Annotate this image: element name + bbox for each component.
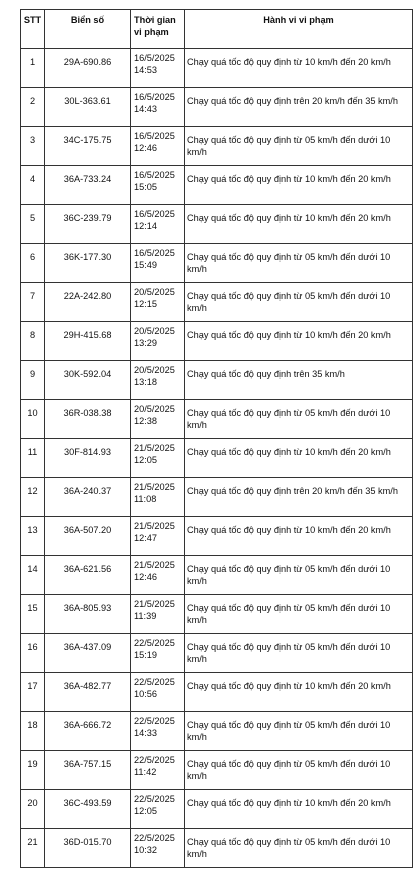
row-clock: 11:08 bbox=[134, 494, 157, 504]
row-plate: 36D-015.70 bbox=[45, 829, 131, 868]
row-stt: 5 bbox=[21, 205, 45, 244]
row-date: 20/5/2025 bbox=[134, 326, 175, 336]
row-time bbox=[131, 283, 185, 322]
row-stt: 18 bbox=[21, 712, 45, 751]
row-stt: 10 bbox=[21, 400, 45, 439]
row-stt: 3 bbox=[21, 127, 45, 166]
table-row bbox=[21, 712, 413, 751]
row-stt: 1 bbox=[21, 49, 45, 88]
row-time bbox=[131, 400, 185, 439]
row-time bbox=[131, 205, 185, 244]
row-clock: 12:05 bbox=[134, 806, 157, 816]
row-stt: 20 bbox=[21, 790, 45, 829]
row-violation: Chạy quá tốc độ quy định từ 10 km/h đến 20 km/h bbox=[185, 790, 413, 829]
row-date: 22/5/2025 bbox=[134, 638, 175, 648]
row-clock: 11:42 bbox=[134, 767, 157, 777]
table-row bbox=[21, 361, 413, 400]
row-date: 21/5/2025 bbox=[134, 482, 175, 492]
row-violation: Chạy quá tốc độ quy định từ 10 km/h đến 20 km/h bbox=[185, 205, 413, 244]
table-row bbox=[21, 517, 413, 556]
row-violation: Chạy quá tốc độ quy định từ 05 km/h đến dưới 10 km/h bbox=[185, 751, 413, 790]
table-row bbox=[21, 751, 413, 790]
row-violation: Chạy quá tốc độ quy định từ 10 km/h đến 20 km/h bbox=[185, 322, 413, 361]
row-clock: 14:33 bbox=[134, 728, 157, 738]
row-stt: 13 bbox=[21, 517, 45, 556]
row-violation: Chạy quá tốc độ quy định từ 05 km/h đến dưới 10 km/h bbox=[185, 595, 413, 634]
row-violation: Chạy quá tốc độ quy định từ 10 km/h đến 20 km/h bbox=[185, 166, 413, 205]
row-stt: 11 bbox=[21, 439, 45, 478]
row-stt: 9 bbox=[21, 361, 45, 400]
row-date: 20/5/2025 bbox=[134, 404, 175, 414]
row-clock: 12:05 bbox=[134, 455, 157, 465]
row-stt: 17 bbox=[21, 673, 45, 712]
row-plate: 22A-242.80 bbox=[45, 283, 131, 322]
row-plate: 36A-507.20 bbox=[45, 517, 131, 556]
row-plate: 30L-363.61 bbox=[45, 88, 131, 127]
row-clock: 12:15 bbox=[134, 299, 157, 309]
row-date: 16/5/2025 bbox=[134, 53, 175, 63]
header-time-line1: Thời gian bbox=[134, 15, 176, 25]
row-clock: 13:29 bbox=[134, 338, 157, 348]
row-plate: 36C-239.79 bbox=[45, 205, 131, 244]
row-time bbox=[131, 634, 185, 673]
row-date: 21/5/2025 bbox=[134, 560, 175, 570]
table-row bbox=[21, 790, 413, 829]
header-stt: STT bbox=[21, 10, 45, 49]
row-violation: Chạy quá tốc độ quy định từ 10 km/h đến 20 km/h bbox=[185, 439, 413, 478]
row-stt: 15 bbox=[21, 595, 45, 634]
row-time bbox=[131, 595, 185, 634]
row-clock: 15:49 bbox=[134, 260, 157, 270]
row-clock: 12:46 bbox=[134, 143, 157, 153]
row-plate: 36R-038.38 bbox=[45, 400, 131, 439]
row-violation: Chạy quá tốc độ quy định trên 20 km/h đến 35 km/h bbox=[185, 478, 413, 517]
row-date: 16/5/2025 bbox=[134, 170, 175, 180]
row-violation: Chạy quá tốc độ quy định từ 05 km/h đến dưới 10 km/h bbox=[185, 283, 413, 322]
row-stt: 6 bbox=[21, 244, 45, 283]
row-clock: 12:38 bbox=[134, 416, 157, 426]
row-date: 20/5/2025 bbox=[134, 287, 175, 297]
row-date: 16/5/2025 bbox=[134, 92, 175, 102]
row-time bbox=[131, 244, 185, 283]
table-row bbox=[21, 829, 413, 868]
row-plate: 30F-814.93 bbox=[45, 439, 131, 478]
row-violation: Chạy quá tốc độ quy định trên 20 km/h đến 35 km/h bbox=[185, 88, 413, 127]
row-clock: 12:14 bbox=[134, 221, 157, 231]
row-clock: 13:18 bbox=[134, 377, 157, 387]
header-plate: Biển số bbox=[45, 10, 131, 49]
header-time-line2: vi phạm bbox=[134, 27, 169, 37]
row-violation: Chạy quá tốc độ quy định trên 35 km/h bbox=[185, 361, 413, 400]
row-clock: 10:56 bbox=[134, 689, 157, 699]
row-violation: Chạy quá tốc độ quy định từ 05 km/h đến dưới 10 km/h bbox=[185, 556, 413, 595]
table-row bbox=[21, 439, 413, 478]
row-plate: 36A-733.24 bbox=[45, 166, 131, 205]
row-clock: 11:39 bbox=[134, 611, 157, 621]
row-time bbox=[131, 751, 185, 790]
row-time bbox=[131, 49, 185, 88]
table-row bbox=[21, 634, 413, 673]
row-stt: 7 bbox=[21, 283, 45, 322]
row-date: 22/5/2025 bbox=[134, 677, 175, 687]
row-time bbox=[131, 322, 185, 361]
table-row bbox=[21, 478, 413, 517]
row-time bbox=[131, 673, 185, 712]
row-time bbox=[131, 478, 185, 517]
row-time bbox=[131, 829, 185, 868]
row-stt: 14 bbox=[21, 556, 45, 595]
violations-sheet bbox=[20, 9, 412, 868]
header-violation: Hành vi vi phạm bbox=[185, 10, 413, 49]
row-clock: 15:05 bbox=[134, 182, 157, 192]
row-date: 16/5/2025 bbox=[134, 209, 175, 219]
row-date: 22/5/2025 bbox=[134, 716, 175, 726]
row-stt: 4 bbox=[21, 166, 45, 205]
table-body bbox=[21, 49, 413, 868]
row-clock: 12:47 bbox=[134, 533, 157, 543]
row-stt: 12 bbox=[21, 478, 45, 517]
row-plate: 34C-175.75 bbox=[45, 127, 131, 166]
row-date: 16/5/2025 bbox=[134, 131, 175, 141]
row-clock: 12:46 bbox=[134, 572, 157, 582]
row-time bbox=[131, 556, 185, 595]
table-row bbox=[21, 49, 413, 88]
row-violation: Chạy quá tốc độ quy định từ 05 km/h đến dưới 10 km/h bbox=[185, 712, 413, 751]
table-row bbox=[21, 88, 413, 127]
row-plate: 30K-592.04 bbox=[45, 361, 131, 400]
row-plate: 36C-493.59 bbox=[45, 790, 131, 829]
row-date: 20/5/2025 bbox=[134, 365, 175, 375]
row-stt: 2 bbox=[21, 88, 45, 127]
row-time bbox=[131, 790, 185, 829]
row-time bbox=[131, 88, 185, 127]
table-row bbox=[21, 205, 413, 244]
row-plate: 29H-415.68 bbox=[45, 322, 131, 361]
table-row bbox=[21, 556, 413, 595]
row-violation: Chạy quá tốc độ quy định từ 05 km/h đến dưới 10 km/h bbox=[185, 244, 413, 283]
table-row bbox=[21, 127, 413, 166]
table-row bbox=[21, 673, 413, 712]
row-violation: Chạy quá tốc độ quy định từ 10 km/h đến 20 km/h bbox=[185, 517, 413, 556]
row-stt: 8 bbox=[21, 322, 45, 361]
row-plate: 29A-690.86 bbox=[45, 49, 131, 88]
row-date: 22/5/2025 bbox=[134, 833, 175, 843]
row-clock: 14:53 bbox=[134, 65, 157, 75]
row-clock: 15:19 bbox=[134, 650, 157, 660]
row-time bbox=[131, 712, 185, 751]
row-date: 22/5/2025 bbox=[134, 794, 175, 804]
row-violation: Chạy quá tốc độ quy định từ 10 km/h đến 20 km/h bbox=[185, 673, 413, 712]
row-violation: Chạy quá tốc độ quy định từ 05 km/h đến dưới 10 km/h bbox=[185, 829, 413, 868]
row-plate: 36A-621.56 bbox=[45, 556, 131, 595]
row-plate: 36A-240.37 bbox=[45, 478, 131, 517]
row-violation: Chạy quá tốc độ quy định từ 05 km/h đến dưới 10 km/h bbox=[185, 634, 413, 673]
row-plate: 36A-757.15 bbox=[45, 751, 131, 790]
row-clock: 14:43 bbox=[134, 104, 157, 114]
row-stt: 21 bbox=[21, 829, 45, 868]
row-time bbox=[131, 166, 185, 205]
row-time bbox=[131, 439, 185, 478]
row-plate: 36A-437.09 bbox=[45, 634, 131, 673]
table-header-row bbox=[21, 10, 413, 49]
violations-table bbox=[20, 9, 413, 868]
table-row bbox=[21, 244, 413, 283]
table-row bbox=[21, 400, 413, 439]
row-violation: Chạy quá tốc độ quy định từ 05 km/h đến dưới 10 km/h bbox=[185, 400, 413, 439]
row-plate: 36A-805.93 bbox=[45, 595, 131, 634]
row-date: 21/5/2025 bbox=[134, 521, 175, 531]
row-plate: 36A-666.72 bbox=[45, 712, 131, 751]
row-date: 21/5/2025 bbox=[134, 599, 175, 609]
row-date: 22/5/2025 bbox=[134, 755, 175, 765]
row-date: 21/5/2025 bbox=[134, 443, 175, 453]
row-stt: 19 bbox=[21, 751, 45, 790]
row-violation: Chạy quá tốc độ quy định từ 05 km/h đến dưới 10 km/h bbox=[185, 127, 413, 166]
row-plate: 36A-482.77 bbox=[45, 673, 131, 712]
table-row bbox=[21, 595, 413, 634]
table-row bbox=[21, 322, 413, 361]
row-stt: 16 bbox=[21, 634, 45, 673]
row-time bbox=[131, 517, 185, 556]
row-time bbox=[131, 361, 185, 400]
header-time bbox=[131, 10, 185, 49]
row-plate: 36K-177.30 bbox=[45, 244, 131, 283]
row-time bbox=[131, 127, 185, 166]
table-row bbox=[21, 166, 413, 205]
row-clock: 10:32 bbox=[134, 845, 157, 855]
row-violation: Chạy quá tốc độ quy định từ 10 km/h đến 20 km/h bbox=[185, 49, 413, 88]
table-row bbox=[21, 283, 413, 322]
row-date: 16/5/2025 bbox=[134, 248, 175, 258]
